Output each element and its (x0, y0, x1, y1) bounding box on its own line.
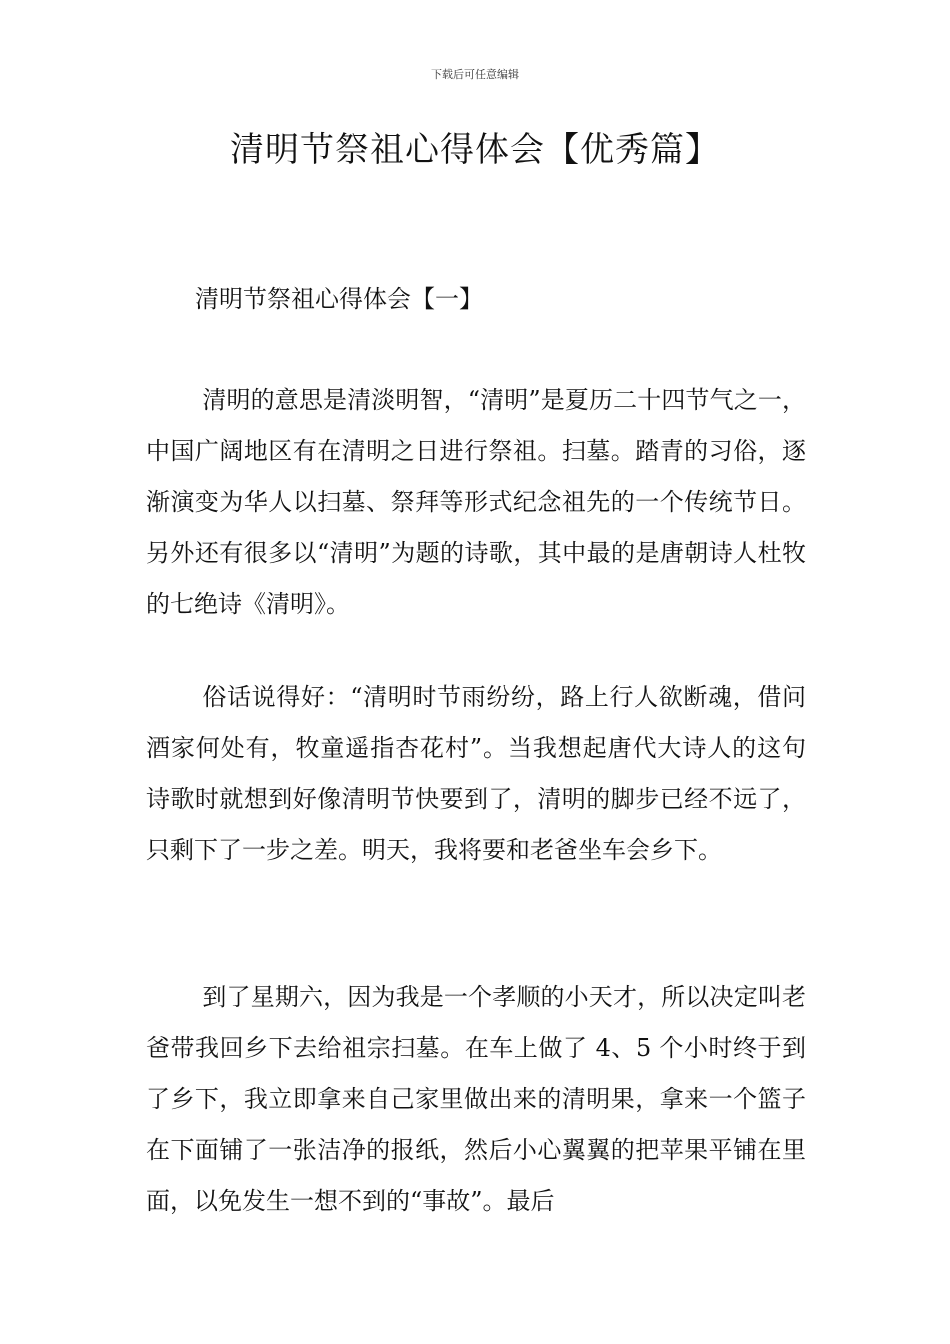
paragraph-2: 俗话说得好：“清明时节雨纷纷，路上行人欲断魂，借问酒家何处有，牧童遥指杏花村”。当我想起唐代大诗人的这句诗歌时就想到好像清明节快要到了，清明的脚步已经不远了，只剩下了一步之差。明天，我将要和老爸坐车会乡下。 (146, 683, 806, 864)
section-heading: 清明节祭祖心得体会【一】 (195, 285, 483, 313)
document-title: 清明节祭祖心得体会【优秀篇】 (230, 130, 720, 170)
paragraph-3: 到了星期六，因为我是一个孝顺的小天才，所以决定叫老爸带我回乡下去给祖宗扫墓。在车上做了 4、5 个小时终于到了乡下，我立即拿来自己家里做出来的清明果，拿来一个篮子在下面铺了一张洁净的报纸，然后小心翼翼的把苹果平铺在里面，以免发生一想不到的“事故”。最后 (146, 983, 806, 1215)
paragraph-1: 清明的意思是清淡明智，“清明”是夏历二十四节气之一，中国广阔地区有在清明之日进行祭祖。扫墓。踏青的习俗，逐渐演变为华人以扫墓、祭拜等形式纪念祖先的一个传统节日。另外还有很多以“清明”为题的诗歌，其中最的是唐朝诗人杜牧的七绝诗《清明》。 (146, 386, 806, 618)
header-note: 下载后可任意编辑 (431, 68, 519, 81)
